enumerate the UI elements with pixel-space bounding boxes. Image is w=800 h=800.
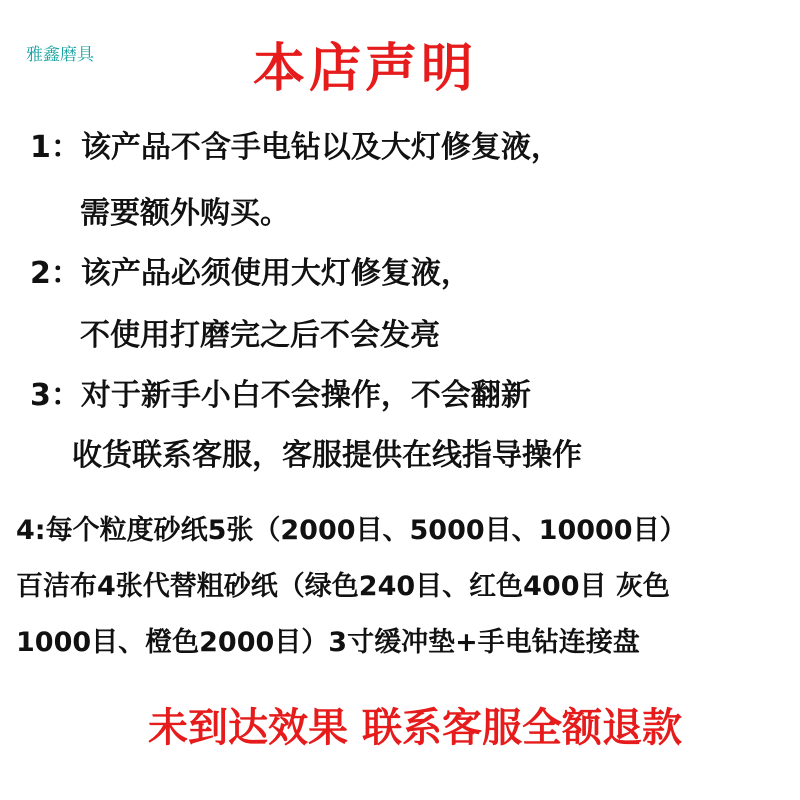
notice-4-line-1: 4:每个粒度砂纸5张（2000目、5000目、10000目） [16,515,687,546]
notice-2-line-1: 2：该产品必须使用大灯修复液， [30,256,471,291]
notice-3-line-1: 3：对于新手小白不会操作，不会翻新 [30,378,531,413]
notice-3-line-2: 收货联系客服，客服提供在线指导操作 [72,438,582,473]
refund-guarantee-banner: 未到达效果 联系客服全额退款 [148,705,682,751]
notice-1-line-2: 需要额外购买。 [80,196,290,231]
notice-2-line-2: 不使用打磨完之后不会发亮 [80,318,440,353]
brand-watermark: 雅鑫磨具 [26,45,94,65]
notice-1-line-1: 1：该产品不含手电钻以及大灯修复液， [30,130,561,165]
notice-4-line-3: 1000目、橙色2000目）3寸缓冲垫+手电钻连接盘 [16,627,640,658]
page-title: 本店声明 [252,39,477,99]
notice-4-line-2: 百洁布4张代替粗砂纸（绿色240目、红色400目 灰色 [16,571,670,602]
